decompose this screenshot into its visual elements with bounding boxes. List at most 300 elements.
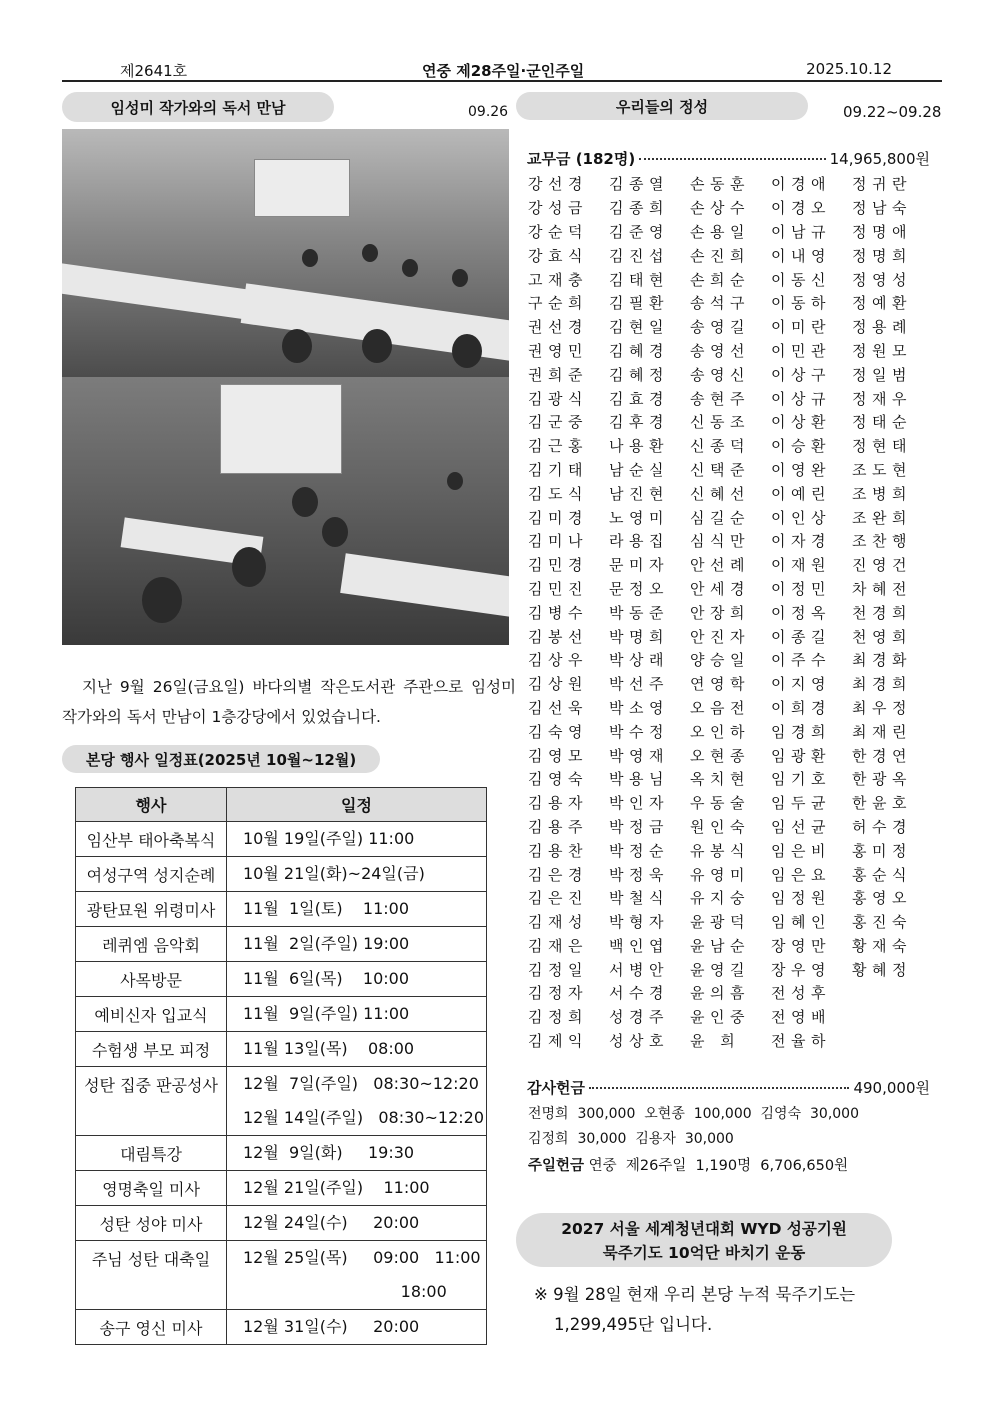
- donor-name: 고재충: [528, 270, 588, 289]
- donor-name: 윤인중: [690, 1008, 750, 1027]
- donor-name: 심길순: [690, 508, 750, 527]
- donor-row: [528, 862, 934, 886]
- header-time: 일정: [227, 788, 487, 822]
- projector-screen: [220, 384, 342, 474]
- donor-name: 한경연: [852, 746, 912, 765]
- donor-name: 강순덕: [528, 222, 588, 241]
- donor-name: 이인상: [771, 508, 831, 527]
- donor-name: 손동훈: [690, 175, 750, 194]
- schedule-time-line: 12월 24일(수) 20:00: [243, 1213, 420, 1232]
- schedule-event: 임산부 태아축복식: [76, 822, 227, 857]
- donor-row: [528, 1005, 934, 1029]
- donor-name: 김숙영: [528, 722, 588, 741]
- rosary-note-1: ※ 9월 28일 현재 우리 본당 누적 묵주기도는: [534, 1285, 856, 1304]
- donor-name: 이동하: [771, 294, 831, 313]
- donor-name: 박철식: [609, 889, 669, 908]
- schedule-time: [227, 997, 487, 1032]
- schedule-time: [227, 927, 487, 962]
- donor-name: 김진섭: [609, 246, 669, 265]
- donor-names-grid: [528, 172, 934, 1052]
- donor-name: 임기호: [771, 770, 831, 789]
- donor-name: 조완희: [852, 508, 912, 527]
- gratitude-amount: 490,000원: [853, 1079, 930, 1097]
- schedule-time-line: 12월 31일(수) 20:00: [243, 1317, 420, 1336]
- donor-name: 권희준: [528, 365, 588, 384]
- donor-name: 김용주: [528, 817, 588, 836]
- donor-name: 이민관: [771, 341, 831, 360]
- rosary-note-2: 1,299,495단 입니다.: [554, 1315, 713, 1334]
- donor-name: 김영모: [528, 746, 588, 765]
- donor-row: [528, 339, 934, 363]
- donor-row: [528, 291, 934, 315]
- donor-name: 이상환: [771, 413, 831, 432]
- donor-name: 김필환: [609, 294, 669, 313]
- donor-name: 연영학: [690, 675, 750, 694]
- offerings-title-pill: 우리들의 정성: [516, 92, 808, 120]
- donor-name: 김민진: [528, 579, 588, 598]
- donor-name: 강효식: [528, 246, 588, 265]
- donor-row: [528, 934, 934, 958]
- donor-name: 박명희: [609, 627, 669, 646]
- schedule-event: 광탄묘원 위령미사: [76, 892, 227, 927]
- donor-name: 김봉선: [528, 627, 588, 646]
- donor-name: 이경오: [771, 199, 831, 218]
- donor-name: 박수정: [609, 722, 669, 741]
- donor-name: 박정순: [609, 841, 669, 860]
- donor-name: 심식만: [690, 532, 750, 551]
- donor-name: 이자경: [771, 532, 831, 551]
- donor-name: 유지숭: [690, 889, 750, 908]
- schedule-event: 여성구역 성지순례: [76, 857, 227, 892]
- donor-row: [528, 981, 934, 1005]
- donor-name: 오현종: [690, 746, 750, 765]
- donor-name: 손희순: [690, 270, 750, 289]
- donor-name: 남순실: [609, 460, 669, 479]
- donor-name: 박용님: [609, 770, 669, 789]
- schedule-row: [76, 927, 487, 962]
- schedule-event: 영명축일 미사: [76, 1171, 227, 1206]
- donor-name: 정명애: [852, 222, 912, 241]
- donor-name: 이정민: [771, 579, 831, 598]
- donor-name: 황재숙: [852, 936, 912, 955]
- donor-name: 성경주: [609, 1008, 669, 1027]
- donor-row: [528, 434, 934, 458]
- schedule-time: [227, 1206, 487, 1241]
- donor-row: [528, 505, 934, 529]
- schedule-event: 수험생 부모 피정: [76, 1032, 227, 1067]
- donor-name: 우동술: [690, 794, 750, 813]
- meeting-title-pill: 임성미 작가와의 독서 만남: [62, 92, 334, 122]
- donor-name: 박정금: [609, 817, 669, 836]
- rosary-campaign-pill: [516, 1213, 892, 1267]
- schedule-time: [227, 1241, 487, 1310]
- donor-name: 김정자: [528, 984, 588, 1003]
- schedule-time-line: 11월 1일(토) 11:00: [243, 899, 410, 918]
- donor-name: 송영선: [690, 341, 750, 360]
- newsletter-header: [62, 58, 942, 82]
- donor-name: 최재린: [852, 722, 912, 741]
- schedule-row: [76, 1310, 487, 1345]
- donor-name: 정귀란: [852, 175, 912, 194]
- donor-name: 김종열: [609, 175, 669, 194]
- schedule-row: [76, 1067, 487, 1136]
- donor-name: 김현일: [609, 318, 669, 337]
- donor-name: 이영완: [771, 460, 831, 479]
- donor-name: 서병안: [609, 960, 669, 979]
- donor-name: 전율하: [771, 1032, 831, 1051]
- donor-name: 이재원: [771, 556, 831, 575]
- donor-row: [528, 957, 934, 981]
- speaker-shape: [447, 472, 463, 490]
- donor-name: 강성금: [528, 199, 588, 218]
- donor-name: 정현태: [852, 437, 912, 456]
- schedule-event: 대림특강: [76, 1136, 227, 1171]
- donor-name: 안선례: [690, 556, 750, 575]
- meeting-date: 09.26: [468, 104, 509, 120]
- donor-name: 이승환: [771, 437, 831, 456]
- schedule-event: 성탄 성야 미사: [76, 1206, 227, 1241]
- schedule-row: [76, 1032, 487, 1067]
- attendee-shape: [452, 269, 468, 287]
- schedule-time-line: 12월 9일(화) 19:30: [243, 1143, 415, 1162]
- donor-row: [528, 838, 934, 862]
- donor-row: [528, 267, 934, 291]
- schedule-time: [227, 892, 487, 927]
- donor-name: 김광식: [528, 389, 588, 408]
- donor-name: 김용찬: [528, 841, 588, 860]
- kyomugum-label: 교무금 (182명): [527, 150, 636, 168]
- donor-row: [528, 624, 934, 648]
- gratitude-donors-1: 전명희 300,000 오현종 100,000 김영숙 30,000: [528, 1106, 859, 1122]
- schedule-time: [227, 822, 487, 857]
- donor-name: 안진자: [690, 627, 750, 646]
- donor-name: 양승일: [690, 651, 750, 670]
- schedule-event: 레퀴엠 음악회: [76, 927, 227, 962]
- schedule-time: [227, 1136, 487, 1171]
- donor-name: 김효경: [609, 389, 669, 408]
- sunday-text: 연중 제26주일 1,190명 6,706,650원: [584, 1158, 849, 1174]
- issue-number: 제2641호: [120, 62, 188, 80]
- liturgical-title: 연중 제28주일·군인주일: [422, 62, 585, 80]
- donor-name: 이주수: [771, 651, 831, 670]
- donor-row: [528, 910, 934, 934]
- donor-name: 강선경: [528, 175, 588, 194]
- donor-name: 라용집: [609, 532, 669, 551]
- attendee-shape: [232, 547, 266, 587]
- donor-name: 정명희: [852, 246, 912, 265]
- donor-name: 정태순: [852, 413, 912, 432]
- donor-name: 안장희: [690, 603, 750, 622]
- donor-name: 원인숙: [690, 817, 750, 836]
- donor-name: 전영배: [771, 1008, 831, 1027]
- offerings-date: 09.22~09.28: [843, 103, 942, 121]
- donor-name: 홍영오: [852, 889, 912, 908]
- donor-name: 박인자: [609, 794, 669, 813]
- schedule-time: [227, 1067, 487, 1136]
- donor-name: 신종덕: [690, 437, 750, 456]
- donor-name: 이남규: [771, 222, 831, 241]
- gratitude-label: 감사헌금: [527, 1079, 585, 1097]
- gratitude-line: [527, 1077, 930, 1098]
- donor-name: 정남숙: [852, 199, 912, 218]
- sunday-offering-line: [528, 1154, 848, 1175]
- donor-name: 백인엽: [609, 936, 669, 955]
- donor-name: 김제익: [528, 1032, 588, 1051]
- attendee-shape: [402, 259, 418, 277]
- donor-name: 김근홍: [528, 437, 588, 456]
- schedule-time: [227, 1171, 487, 1206]
- donor-row: [528, 529, 934, 553]
- donor-row: [528, 719, 934, 743]
- schedule-time: [227, 1032, 487, 1067]
- donor-row: [528, 743, 934, 767]
- donor-name: 정일범: [852, 365, 912, 384]
- donor-name: 정영성: [852, 270, 912, 289]
- donor-name: 송영길: [690, 318, 750, 337]
- donor-name: 안세경: [690, 579, 750, 598]
- donor-name: 김혜경: [609, 341, 669, 360]
- donor-name: 송현주: [690, 389, 750, 408]
- donor-name: 김혜정: [609, 365, 669, 384]
- donor-row: [528, 243, 934, 267]
- schedule-table: [75, 787, 487, 1345]
- donor-name: 서수경: [609, 984, 669, 1003]
- donor-name: 나용환: [609, 437, 669, 456]
- donor-name: 김미경: [528, 508, 588, 527]
- donor-name: 이예린: [771, 484, 831, 503]
- donor-name: 송영신: [690, 365, 750, 384]
- donor-name: 이미란: [771, 318, 831, 337]
- donor-name: 김용자: [528, 794, 588, 813]
- donor-name: 정예환: [852, 294, 912, 313]
- donor-row: [528, 458, 934, 482]
- schedule-row: [76, 1241, 487, 1310]
- donor-name: 구순희: [528, 294, 588, 313]
- schedule-row: [76, 857, 487, 892]
- kyomugum-line: [527, 148, 930, 169]
- kyomugum-amount: 14,965,800원: [829, 150, 930, 168]
- schedule-time-line: 11월 2일(주일) 19:00: [243, 934, 410, 953]
- donor-name: 김정희: [528, 1008, 588, 1027]
- donor-name: 이경애: [771, 175, 831, 194]
- donor-name: 김영숙: [528, 770, 588, 789]
- schedule-row: [76, 892, 487, 927]
- attendee-shape: [362, 244, 378, 262]
- donor-name: 김후경: [609, 413, 669, 432]
- donor-name: 전성후: [771, 984, 831, 1003]
- donor-row: [528, 553, 934, 577]
- donor-name: 임선균: [771, 817, 831, 836]
- rosary-title-1: 2027 서울 세계청년대회 WYD 성공기원: [561, 1220, 847, 1238]
- schedule-header-row: [76, 788, 487, 822]
- donor-name: 김기태: [528, 460, 588, 479]
- donor-name: 김도식: [528, 484, 588, 503]
- schedule-row: [76, 962, 487, 997]
- donor-name: 최경희: [852, 675, 912, 694]
- sunday-label: 주일헌금: [528, 1158, 585, 1174]
- donor-name: 박정욱: [609, 865, 669, 884]
- donor-name: 홍진숙: [852, 913, 912, 932]
- donor-name: 남진현: [609, 484, 669, 503]
- donor-row: [528, 600, 934, 624]
- schedule-event: 예비신자 입교식: [76, 997, 227, 1032]
- donor-name: 윤영길: [690, 960, 750, 979]
- donor-name: 성상호: [609, 1032, 669, 1051]
- donor-name: 한광옥: [852, 770, 912, 789]
- donor-name: 임정원: [771, 889, 831, 908]
- donor-name: 이동신: [771, 270, 831, 289]
- donor-name: 노영미: [609, 508, 669, 527]
- attendee-shape: [282, 329, 312, 363]
- meeting-photo-bottom: [62, 377, 509, 645]
- schedule-time-line: 12월 21일(주일) 11:00: [243, 1178, 430, 1197]
- donor-name: 박형자: [609, 913, 669, 932]
- donor-name: 유봉식: [690, 841, 750, 860]
- donor-name: 임은비: [771, 841, 831, 860]
- donor-row: [528, 481, 934, 505]
- donor-name: 윤의흠: [690, 984, 750, 1003]
- donor-name: 이상구: [771, 365, 831, 384]
- donor-row: [528, 886, 934, 910]
- donor-row: [528, 315, 934, 339]
- donor-name: 차혜전: [852, 579, 912, 598]
- donor-name: 박상래: [609, 651, 669, 670]
- donor-name: 윤광덕: [690, 913, 750, 932]
- donor-name: 허수경: [852, 817, 912, 836]
- donor-name: 김준영: [609, 222, 669, 241]
- schedule-event: 송구 영신 미사: [76, 1310, 227, 1345]
- donor-name: 신혜선: [690, 484, 750, 503]
- donor-name: 장우영: [771, 960, 831, 979]
- donor-name: 문미자: [609, 556, 669, 575]
- schedule-time-line: 12월 14일(주일) 08:30~12:20: [243, 1108, 484, 1127]
- donor-name: 이내영: [771, 246, 831, 265]
- donor-name: 박영재: [609, 746, 669, 765]
- donor-row: [528, 196, 934, 220]
- donor-name: 이정옥: [771, 603, 831, 622]
- donor-name: 장영만: [771, 936, 831, 955]
- donor-name: 한윤호: [852, 794, 912, 813]
- header-event: 행사: [76, 788, 227, 822]
- donor-name: 김상우: [528, 651, 588, 670]
- donor-name: 옥치현: [690, 770, 750, 789]
- donor-name: 오인하: [690, 722, 750, 741]
- donor-name: 신동조: [690, 413, 750, 432]
- donor-name: 최경화: [852, 651, 912, 670]
- donor-name: 조찬행: [852, 532, 912, 551]
- donor-name: 임은요: [771, 865, 831, 884]
- donor-name: 박소영: [609, 698, 669, 717]
- rosary-title-2: 묵주기도 10억단 바치기 운동: [602, 1244, 806, 1262]
- donor-name: 오음전: [690, 698, 750, 717]
- schedule-time-line: 12월 7일(주일) 08:30~12:20: [243, 1074, 479, 1093]
- donor-row: [528, 767, 934, 791]
- table-shape: [340, 553, 509, 620]
- donor-name: 송석구: [690, 294, 750, 313]
- attendee-shape: [362, 329, 392, 363]
- donor-row: [528, 672, 934, 696]
- donor-name: 김정일: [528, 960, 588, 979]
- schedule-event: 주님 성탄 대축일: [76, 1241, 227, 1310]
- donor-name: 김미나: [528, 532, 588, 551]
- projector-screen: [254, 159, 350, 217]
- donor-name: 권영민: [528, 341, 588, 360]
- donor-name: 문정오: [609, 579, 669, 598]
- donor-row: [528, 696, 934, 720]
- donor-name: 이종길: [771, 627, 831, 646]
- meeting-description: 지난 9월 26일(금요일) 바다의별 작은도서관 주관으로 임성미 작가와의 독서 만남이 1층강당에서 있었습니다.: [62, 678, 516, 726]
- donor-name: 황혜정: [852, 960, 912, 979]
- schedule-event: 성탄 집중 판공성사: [76, 1067, 227, 1136]
- donor-name: 김태현: [609, 270, 669, 289]
- donor-name: 최우정: [852, 698, 912, 717]
- rosary-note: [534, 1280, 924, 1340]
- schedule-row: [76, 997, 487, 1032]
- schedule-row: [76, 822, 487, 857]
- donor-name: 윤남순: [690, 936, 750, 955]
- attendee-shape: [302, 249, 318, 267]
- attendee-shape: [292, 487, 318, 517]
- schedule-event: 사목방문: [76, 962, 227, 997]
- donor-name: 천경희: [852, 603, 912, 622]
- schedule-row: [76, 1136, 487, 1171]
- donor-name: 김은진: [528, 889, 588, 908]
- donor-name: 임광환: [771, 746, 831, 765]
- donor-row: [528, 1029, 934, 1053]
- schedule-time: [227, 962, 487, 997]
- donor-name: 박동준: [609, 603, 669, 622]
- donor-row: [528, 577, 934, 601]
- donor-name: 이희경: [771, 698, 831, 717]
- donor-name: 임두균: [771, 794, 831, 813]
- schedule-time-line: 12월 25일(목) 09:00 11:00: [243, 1248, 481, 1267]
- issue-date: 2025.10.12: [806, 60, 892, 78]
- donor-row: [528, 362, 934, 386]
- schedule-time-line: 18:00: [243, 1282, 447, 1301]
- donor-name: 김은경: [528, 865, 588, 884]
- attendee-shape: [142, 577, 182, 623]
- donor-name: 홍순식: [852, 865, 912, 884]
- donor-name: 김군중: [528, 413, 588, 432]
- donor-row: [528, 220, 934, 244]
- donor-row: [528, 815, 934, 839]
- gratitude-donors-2: 김정희 30,000 김용자 30,000: [528, 1131, 734, 1147]
- schedule-time: [227, 857, 487, 892]
- donor-name: 홍미정: [852, 841, 912, 860]
- leader-dots: [589, 1087, 850, 1089]
- donor-row: [528, 791, 934, 815]
- attendee-shape: [322, 517, 348, 547]
- schedule-time-line: 11월 13일(목) 08:00: [243, 1039, 415, 1058]
- schedule-time-line: 11월 9일(주일) 11:00: [243, 1004, 410, 1023]
- donor-row: [528, 410, 934, 434]
- donor-name: 이상규: [771, 389, 831, 408]
- donor-name: 이지영: [771, 675, 831, 694]
- donor-name: 진영건: [852, 556, 912, 575]
- leader-dots: [639, 158, 825, 160]
- schedule-row: [76, 1206, 487, 1241]
- donor-name: 조도현: [852, 460, 912, 479]
- schedule-time-line: 10월 19일(주일) 11:00: [243, 829, 415, 848]
- donor-name: 정재우: [852, 389, 912, 408]
- schedule-row: [76, 1171, 487, 1206]
- donor-name: 정원모: [852, 341, 912, 360]
- schedule-time-line: 10월 21일(화)~24일(금): [243, 864, 425, 883]
- donor-name: 권선경: [528, 318, 588, 337]
- meeting-photo-top: [62, 129, 509, 377]
- donor-name: 김재은: [528, 936, 588, 955]
- donor-name: 김민경: [528, 556, 588, 575]
